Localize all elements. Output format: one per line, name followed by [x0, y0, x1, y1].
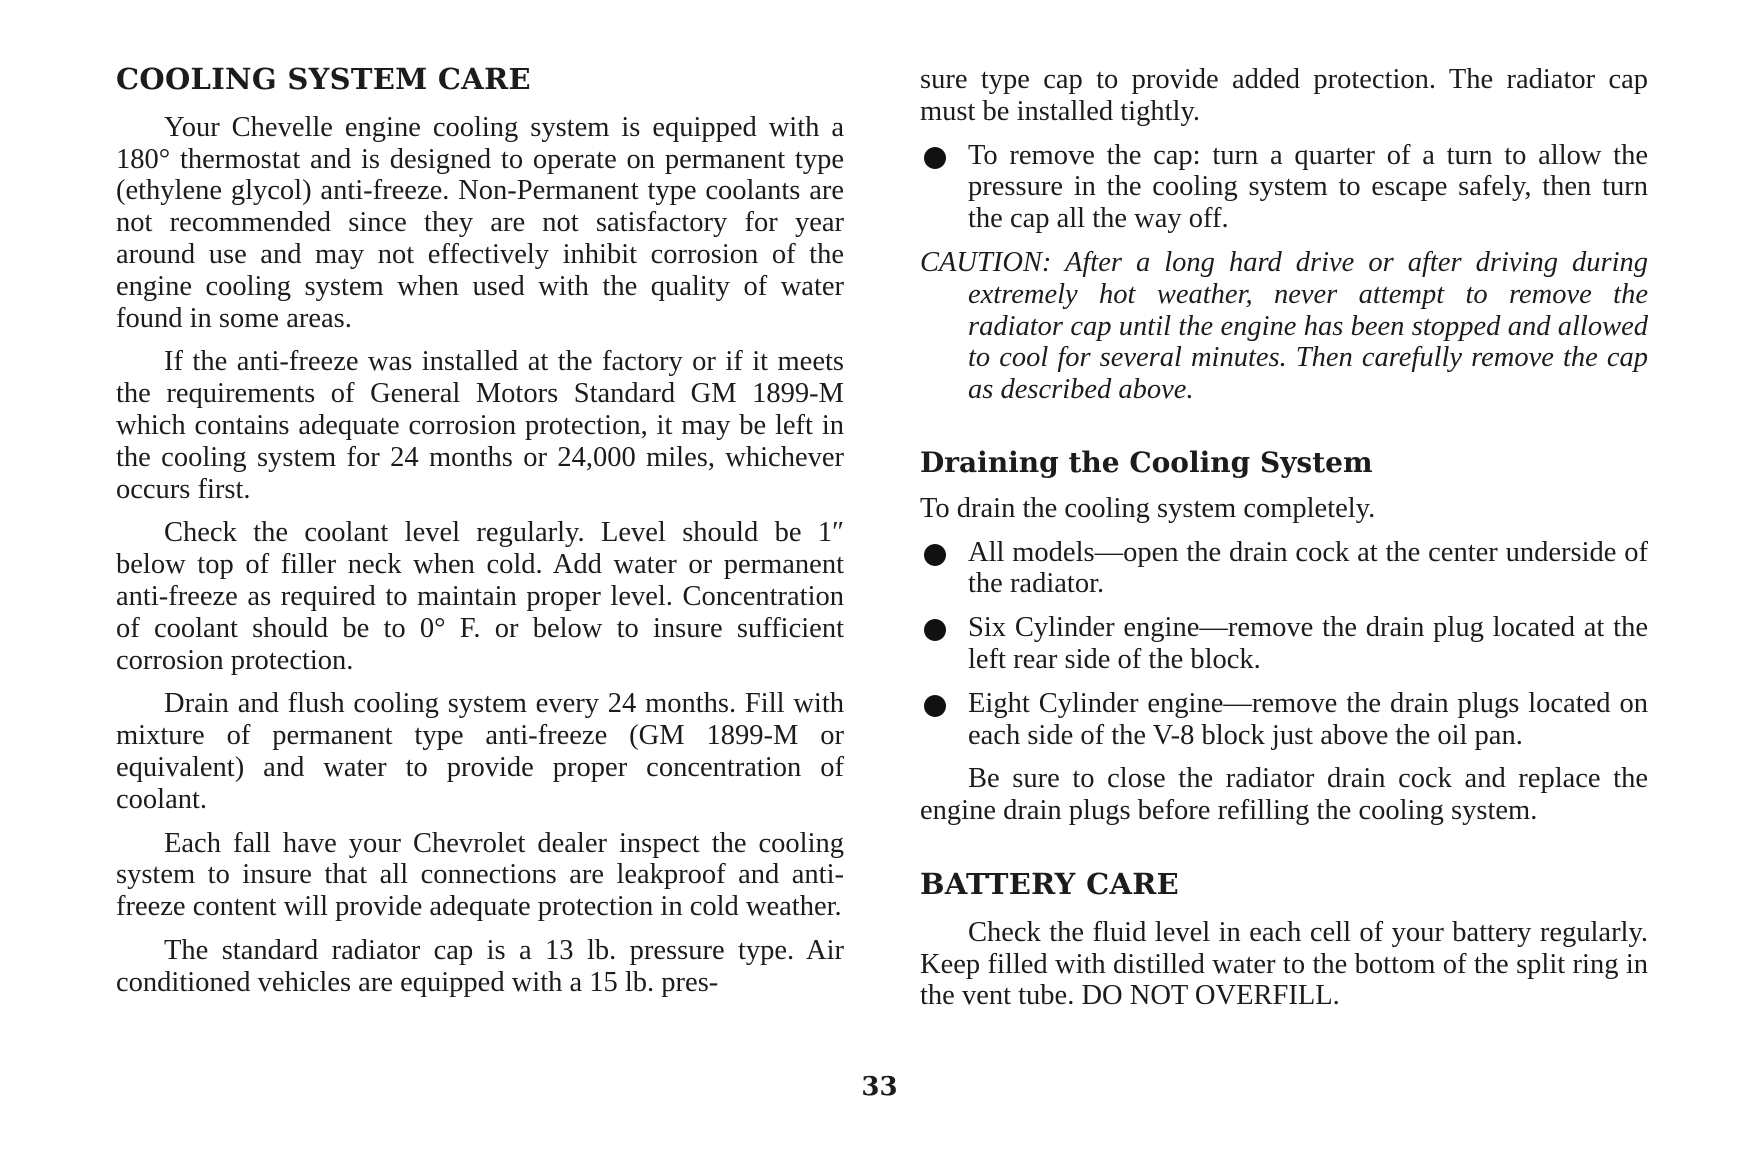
- bullet-icon: [924, 544, 946, 566]
- section-spacer: [920, 418, 1648, 448]
- coolant-level-paragraph: Check the coolant level regularly. Level should be 1″ below top of filler neck when cold. Add water or permanent anti-freeze as required to maintain proper level. Concentration of coolant should be to 0° F. or below to insure sufficient corrosion protection.: [116, 517, 844, 676]
- eight-cylinder-step: Eight Cylinder engine—remove the drain plugs located on each side of the V-8 block just above the oil pan.: [968, 687, 1648, 751]
- bullet-icon: [924, 147, 946, 169]
- radiator-cap-continued-paragraph: sure type cap to provide added protection. The radiator cap must be installed tightly.: [920, 64, 1648, 127]
- battery-care-paragraph: Check the fluid level in each cell of your battery regularly. Keep filled with distilled water to the bottom of the split ring in the vent tube. DO NOT OVERFILL.: [920, 916, 1648, 1012]
- drain-flush-paragraph: Drain and flush cooling system every 24 months. Fill with mixture of permanent type anti-freeze (GM 1899-M or equivalent) and water to provide proper concentration of coolant.: [116, 688, 844, 815]
- battery-care-heading: BATTERY CARE: [920, 866, 1180, 901]
- all-models-step: All models—open the drain cock at the center underside of the radiator.: [968, 536, 1648, 600]
- caution-note: CAUTION: After a long hard drive or after driving during extremely hot weather, never attempt to remove the radiator cap until the engine has been stopped and allowed to cool for several minutes. Then carefully remove the cap as described above.: [920, 246, 1648, 406]
- list-item: [920, 537, 1648, 601]
- draining-intro: To drain the cooling system completely.: [920, 492, 1376, 524]
- list-item: [920, 140, 1648, 235]
- bullet-icon: [924, 619, 946, 641]
- left-column: [116, 64, 844, 1011]
- bullet-icon: [924, 695, 946, 717]
- cap-removal-text: To remove the cap: turn a quarter of a turn to allow the pressure in the cooling system to escape safely, then turn the cap all the way off.: [968, 139, 1648, 235]
- cap-removal-list: [920, 140, 1648, 235]
- draining-steps-list: [920, 537, 1648, 752]
- draining-closing-paragraph: Be sure to close the radiator drain cock and replace the engine drain plugs before refilling the cooling system.: [920, 763, 1648, 827]
- draining-heading: Draining the Cooling System: [920, 445, 1373, 479]
- cooling-system-care-heading: COOLING SYSTEM CARE: [116, 62, 531, 96]
- radiator-cap-paragraph: The standard radiator cap is a 13 lb. pressure type. Air conditioned vehicles are equipped with a 15 lb. pres-: [116, 935, 844, 998]
- section-spacer: [920, 839, 1648, 869]
- right-column: [920, 64, 1648, 1024]
- thermostat-paragraph: Your Chevelle engine cooling system is equipped with a 180° thermostat and is designed to operate on permanent type (ethylene glycol) anti-freeze. Non-Permanent type coolants are not recommended since they are not satisfactory for year around use and may not effectively inhibit corrosion of the engine cooling system when used with the quality of water found in some areas.: [116, 111, 844, 334]
- list-item: [920, 688, 1648, 752]
- page-number: 33: [861, 1072, 898, 1102]
- six-cylinder-step: Six Cylinder engine—remove the drain plug located at the left rear side of the block.: [968, 612, 1648, 675]
- antifreeze-factory-paragraph: If the anti-freeze was installed at the factory or if it meets the requirements of General Motors Standard GM 1899-M which contains adequate corrosion protection, it may be left in the cooling system for 24 months or 24,000 miles, whichever occurs first.: [116, 346, 844, 505]
- fall-inspection-paragraph: Each fall have your Chevrolet dealer inspect the cooling system to insure that all connections are leakproof and anti-freeze content will provide adequate protection in cold weather.: [116, 827, 844, 923]
- list-item: [920, 612, 1648, 676]
